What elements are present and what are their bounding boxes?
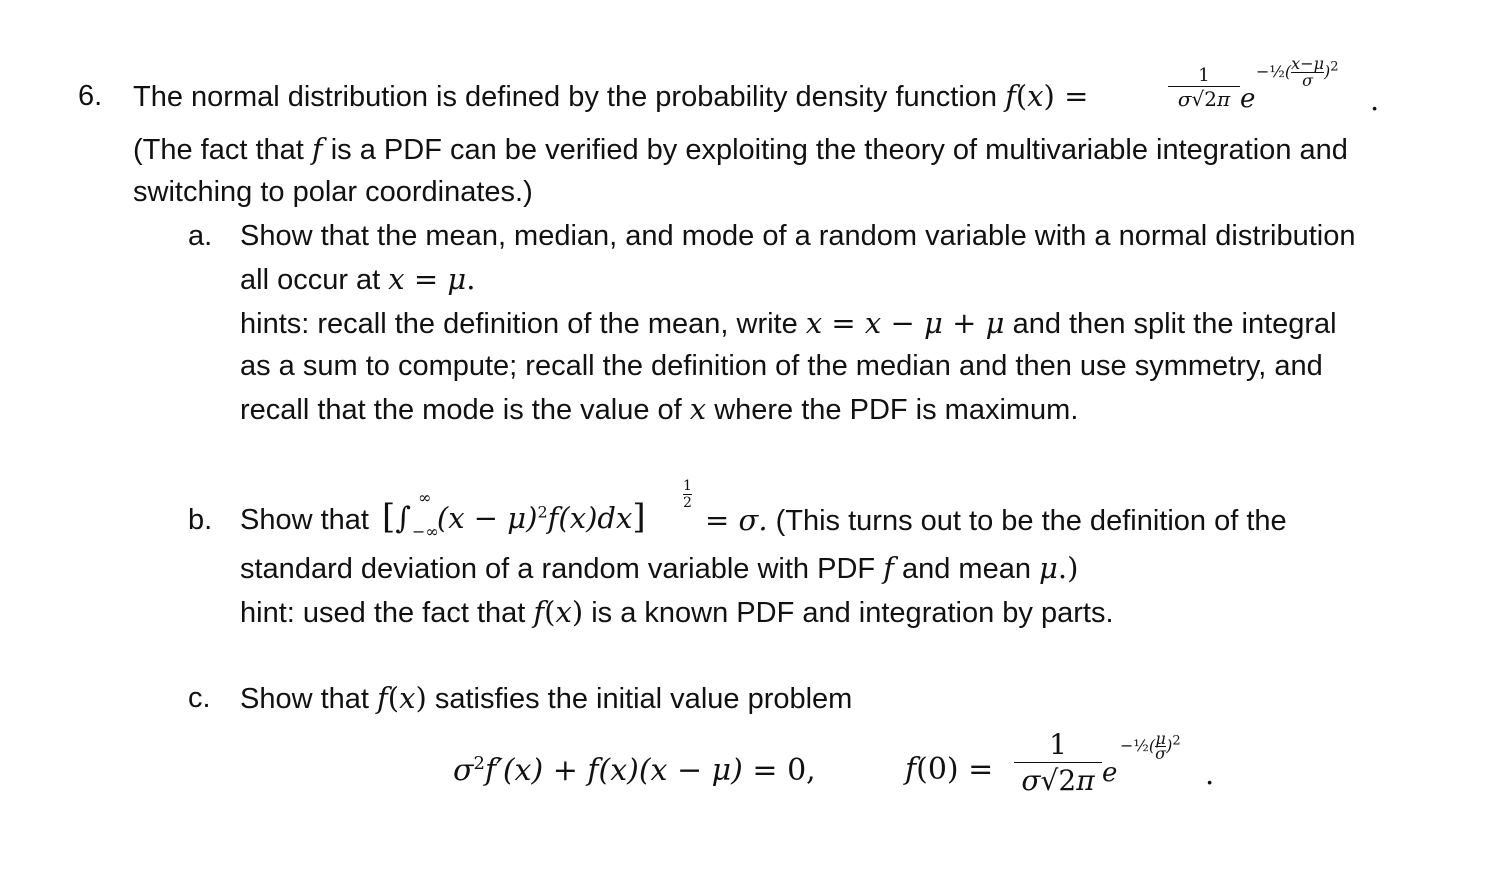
f-symbol-b: f [883, 551, 894, 585]
note-line-1 [133, 132, 1348, 166]
part-a-line2: all occur at x = μ. [240, 262, 476, 296]
period: . [1370, 83, 1380, 117]
part-a-hint3 [240, 392, 1079, 426]
ivp-period: . [1205, 757, 1215, 791]
f-symbol: f [311, 132, 323, 166]
part-b-line1-b: (This turns out to be the definition of the [775, 505, 1287, 537]
fx-symbol-c: f(x) [377, 681, 427, 715]
part-a-line1: Show that the mean, median, and mode of a random variable with a normal distribution [240, 220, 1356, 252]
note-line-2: switching to polar coordinates.) [133, 176, 533, 208]
hint1-text-a: hints: recall the definition of the mean, write [240, 308, 798, 340]
part-b-line2: standard deviation of a random variable with PDF f and mean μ.) [240, 551, 1079, 585]
problem-intro: The normal distribution is defined by the probability density function f(x) = [133, 79, 1089, 113]
part-b-line2-b: and mean [901, 553, 1031, 585]
exp-e: e [1240, 84, 1256, 114]
note-text-a: (The fact that [133, 134, 304, 166]
ivp-initial: f(0) = [905, 752, 994, 787]
part-b-line3-b: is a known PDF and integration by parts. [591, 597, 1114, 629]
x-symbol: x [689, 392, 707, 426]
part-b-line3 [240, 595, 1114, 629]
part-b-line3-a: hint: used the fact that [240, 597, 526, 629]
hint3-text-b: where the PDF is maximum. [714, 394, 1079, 426]
part-b-line1-rest [705, 503, 1287, 537]
hint1-text-b: and then split the integral [1012, 308, 1337, 340]
part-b-line2-a: standard deviation of a random variable with PDF [240, 553, 876, 585]
x-rewrite: x = x − μ + μ [805, 306, 1005, 340]
ivp-exponent: −½( $\frac{\mu}{\sigma}$ )$^2$ [1120, 729, 1181, 763]
part-a-hint2: as a sum to compute; recall the definition of the median and then use symmetry, and [240, 350, 1323, 382]
part-a-hint1 [240, 306, 1337, 340]
part-a-line2-text: all occur at [240, 264, 381, 296]
part-a-label: a. [188, 220, 213, 252]
part-b-label: b. [188, 504, 213, 536]
x-equals-mu: x = μ [388, 262, 467, 296]
part-c-line1-a: Show that [240, 683, 369, 715]
half-exponent: 1 2 [683, 478, 692, 511]
part-b-line1-text: Show that [240, 504, 369, 536]
std-integral: [∫ ∞ −∞ $(x - \mu)^2f(x)dx$] [382, 488, 646, 541]
part-c-label: c. [188, 682, 211, 714]
ivp-exp-e: e [1102, 758, 1118, 788]
pdf-fraction: 1 σ√2π [1168, 66, 1240, 111]
ivp-fraction: 1 σ√2π [1014, 728, 1102, 799]
part-c-line1 [240, 681, 853, 715]
note-text-b: is a PDF can be verified by exploiting the theory of multivariable integration and [330, 134, 1348, 166]
problem-number: 6. [78, 80, 103, 112]
ivp-equation: $\sigma^2f'(x) + f(x)(x - \mu) = 0$, [453, 753, 816, 788]
intro-text: The normal distribution is defined by the probability density function [133, 81, 998, 113]
fx-symbol: f(x) [533, 595, 584, 629]
part-c-line1-b: satisfies the initial value problem [434, 683, 853, 715]
equals-sigma: = σ. [705, 503, 768, 537]
exp-exponent: −½( $\frac{x-\mu}{\sigma}$ )$^2$ [1256, 54, 1339, 90]
mu-symbol: μ [1039, 551, 1058, 585]
hint3-text-a: recall that the mode is the value of [240, 394, 682, 426]
pdf-formula: f [1005, 79, 1016, 113]
